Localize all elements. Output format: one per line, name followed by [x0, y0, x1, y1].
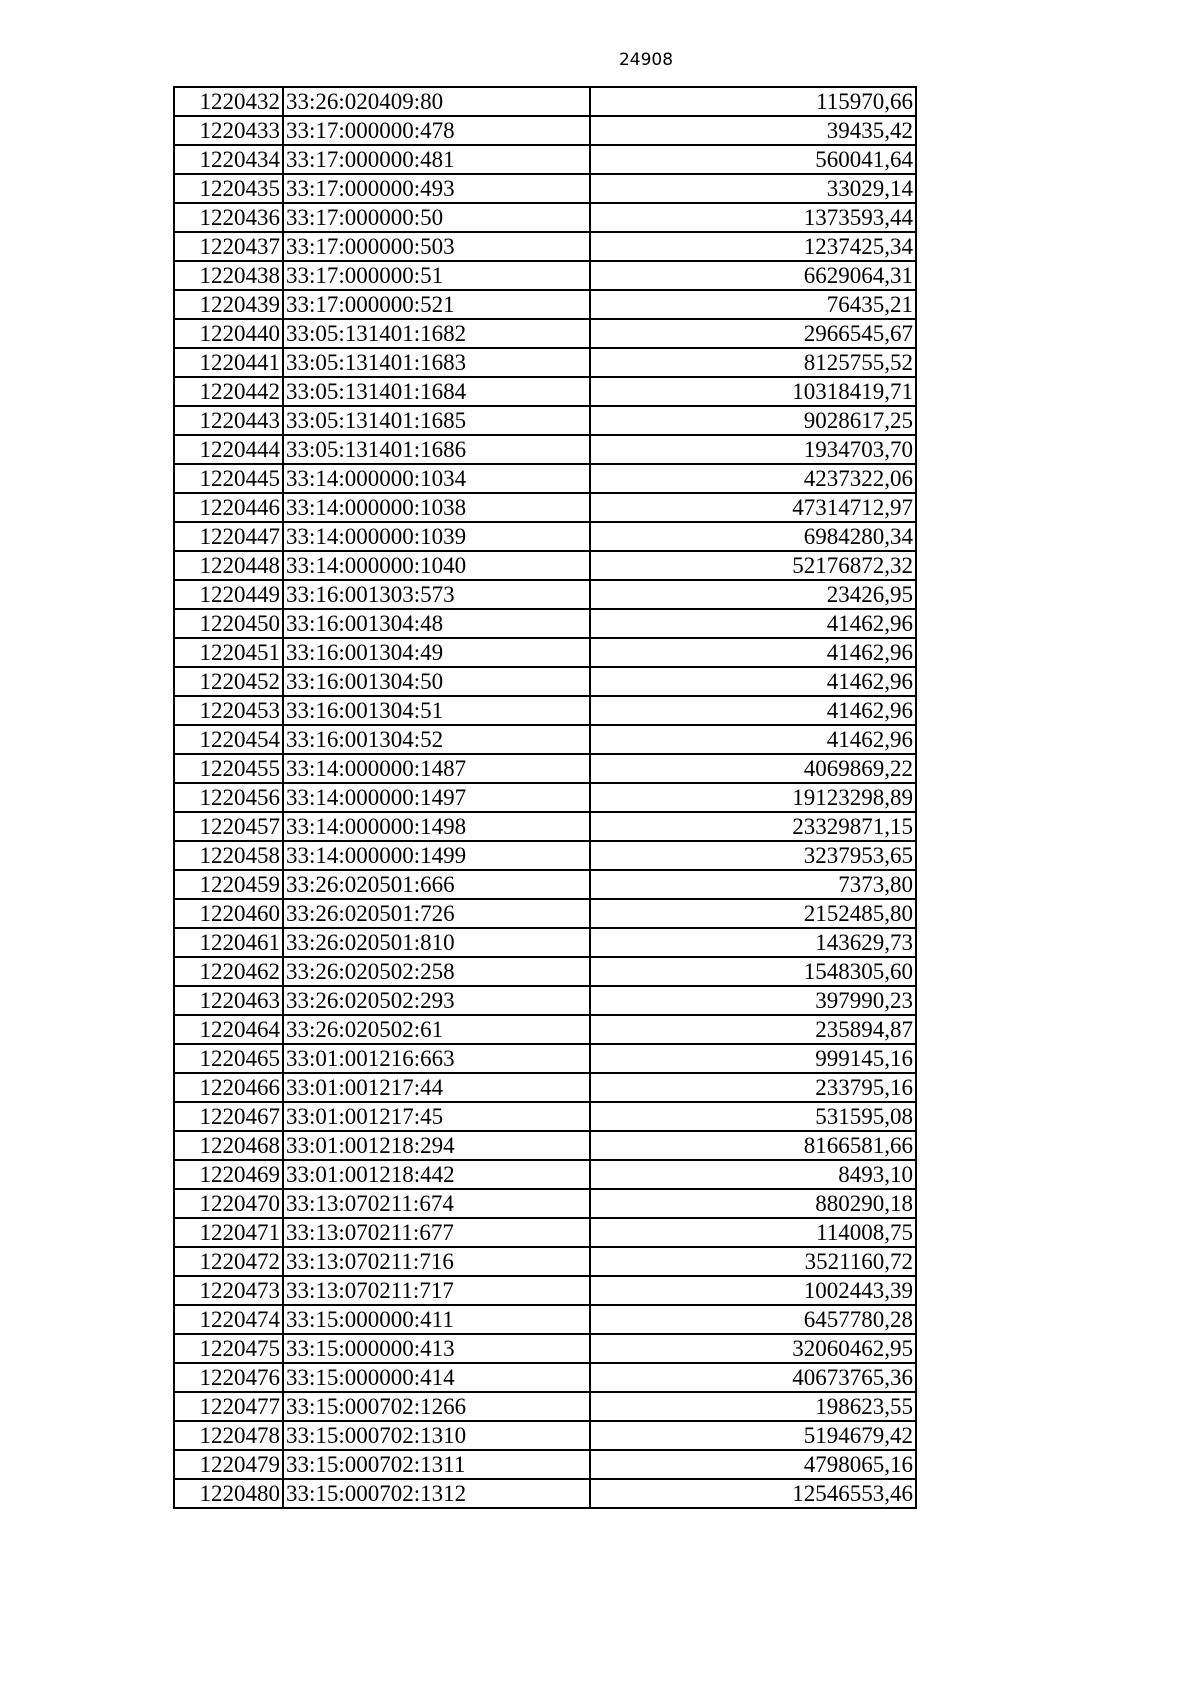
- row-id-cell: 1220452: [174, 667, 283, 696]
- row-id-cell: 1220470: [174, 1189, 283, 1218]
- value-cell: 52176872,32: [590, 551, 916, 580]
- table-row: [174, 1479, 916, 1508]
- value-cell: 12546553,46: [590, 1479, 916, 1508]
- row-id-cell: 1220449: [174, 580, 283, 609]
- row-id-cell: 1220443: [174, 406, 283, 435]
- cadastral-number-cell: 33:17:000000:493: [283, 174, 590, 203]
- cadastral-number-cell: 33:14:000000:1497: [283, 783, 590, 812]
- row-id-cell: 1220448: [174, 551, 283, 580]
- table-row: [174, 986, 916, 1015]
- cadastral-number-cell: 33:14:000000:1487: [283, 754, 590, 783]
- cadastral-number-cell: 33:01:001217:44: [283, 1073, 590, 1102]
- row-id-cell: 1220475: [174, 1334, 283, 1363]
- row-id-cell: 1220460: [174, 899, 283, 928]
- row-id-cell: 1220442: [174, 377, 283, 406]
- row-id-cell: 1220463: [174, 986, 283, 1015]
- value-cell: 2152485,80: [590, 899, 916, 928]
- cadastral-number-cell: 33:15:000000:411: [283, 1305, 590, 1334]
- table-row: [174, 899, 916, 928]
- cadastral-number-cell: 33:01:001218:442: [283, 1160, 590, 1189]
- cadastral-number-cell: 33:01:001218:294: [283, 1131, 590, 1160]
- value-cell: 115970,66: [590, 87, 916, 116]
- cadastral-number-cell: 33:14:000000:1034: [283, 464, 590, 493]
- row-id-cell: 1220467: [174, 1102, 283, 1131]
- value-cell: 23426,95: [590, 580, 916, 609]
- value-cell: 6984280,34: [590, 522, 916, 551]
- value-cell: 880290,18: [590, 1189, 916, 1218]
- cadastral-number-cell: 33:05:131401:1686: [283, 435, 590, 464]
- row-id-cell: 1220468: [174, 1131, 283, 1160]
- cadastral-number-cell: 33:13:070211:674: [283, 1189, 590, 1218]
- table-row: [174, 1015, 916, 1044]
- table-row: [174, 580, 916, 609]
- row-id-cell: 1220473: [174, 1276, 283, 1305]
- table-row: [174, 290, 916, 319]
- table-row: [174, 377, 916, 406]
- value-cell: 39435,42: [590, 116, 916, 145]
- row-id-cell: 1220471: [174, 1218, 283, 1247]
- table-row: [174, 870, 916, 899]
- row-id-cell: 1220445: [174, 464, 283, 493]
- value-cell: 4237322,06: [590, 464, 916, 493]
- cadastral-number-cell: 33:16:001304:48: [283, 609, 590, 638]
- cadastral-number-cell: 33:01:001216:663: [283, 1044, 590, 1073]
- cadastral-number-cell: 33:17:000000:478: [283, 116, 590, 145]
- row-id-cell: 1220480: [174, 1479, 283, 1508]
- value-cell: 3237953,65: [590, 841, 916, 870]
- cadastral-number-cell: 33:26:020501:810: [283, 928, 590, 957]
- row-id-cell: 1220457: [174, 812, 283, 841]
- row-id-cell: 1220472: [174, 1247, 283, 1276]
- value-cell: 1934703,70: [590, 435, 916, 464]
- table-row: [174, 841, 916, 870]
- cadastral-number-cell: 33:15:000000:413: [283, 1334, 590, 1363]
- row-id-cell: 1220439: [174, 290, 283, 319]
- cadastral-number-cell: 33:17:000000:503: [283, 232, 590, 261]
- table-row: [174, 1044, 916, 1073]
- row-id-cell: 1220447: [174, 522, 283, 551]
- value-cell: 999145,16: [590, 1044, 916, 1073]
- value-cell: 3521160,72: [590, 1247, 916, 1276]
- cadastral-number-cell: 33:26:020501:726: [283, 899, 590, 928]
- table-row: [174, 319, 916, 348]
- value-cell: 143629,73: [590, 928, 916, 957]
- table-row: [174, 348, 916, 377]
- table-row: [174, 1189, 916, 1218]
- value-cell: 560041,64: [590, 145, 916, 174]
- cadastral-number-cell: 33:15:000000:414: [283, 1363, 590, 1392]
- table-row: [174, 1160, 916, 1189]
- cadastral-number-cell: 33:14:000000:1499: [283, 841, 590, 870]
- cadastral-number-cell: 33:26:020501:666: [283, 870, 590, 899]
- table-row: [174, 1218, 916, 1247]
- cadastral-number-cell: 33:05:131401:1682: [283, 319, 590, 348]
- table-row: [174, 1247, 916, 1276]
- value-cell: 4069869,22: [590, 754, 916, 783]
- row-id-cell: 1220453: [174, 696, 283, 725]
- table-row: [174, 406, 916, 435]
- value-cell: 1237425,34: [590, 232, 916, 261]
- row-id-cell: 1220474: [174, 1305, 283, 1334]
- row-id-cell: 1220464: [174, 1015, 283, 1044]
- table-row: [174, 493, 916, 522]
- row-id-cell: 1220436: [174, 203, 283, 232]
- value-cell: 23329871,15: [590, 812, 916, 841]
- table-row: [174, 783, 916, 812]
- row-id-cell: 1220458: [174, 841, 283, 870]
- table-row: [174, 116, 916, 145]
- cadastral-number-cell: 33:01:001217:45: [283, 1102, 590, 1131]
- row-id-cell: 1220462: [174, 957, 283, 986]
- cadastral-number-cell: 33:26:020409:80: [283, 87, 590, 116]
- value-cell: 19123298,89: [590, 783, 916, 812]
- row-id-cell: 1220440: [174, 319, 283, 348]
- value-cell: 2966545,67: [590, 319, 916, 348]
- cadastral-number-cell: 33:17:000000:521: [283, 290, 590, 319]
- table-row: [174, 1131, 916, 1160]
- table-row: [174, 609, 916, 638]
- value-cell: 8493,10: [590, 1160, 916, 1189]
- row-id-cell: 1220437: [174, 232, 283, 261]
- row-id-cell: 1220454: [174, 725, 283, 754]
- row-id-cell: 1220446: [174, 493, 283, 522]
- table-row: [174, 1073, 916, 1102]
- value-cell: 6629064,31: [590, 261, 916, 290]
- table-row: [174, 87, 916, 116]
- table-row: [174, 1334, 916, 1363]
- cadastral-number-cell: 33:15:000702:1266: [283, 1392, 590, 1421]
- row-id-cell: 1220479: [174, 1450, 283, 1479]
- table-row: [174, 232, 916, 261]
- page-number: 24908: [618, 50, 674, 70]
- value-cell: 41462,96: [590, 725, 916, 754]
- value-cell: 41462,96: [590, 609, 916, 638]
- value-cell: 1548305,60: [590, 957, 916, 986]
- value-cell: 41462,96: [590, 696, 916, 725]
- cadastral-number-cell: 33:05:131401:1684: [283, 377, 590, 406]
- value-cell: 235894,87: [590, 1015, 916, 1044]
- table-row: [174, 1392, 916, 1421]
- table-row: [174, 174, 916, 203]
- value-cell: 397990,23: [590, 986, 916, 1015]
- row-id-cell: 1220456: [174, 783, 283, 812]
- value-cell: 6457780,28: [590, 1305, 916, 1334]
- row-id-cell: 1220476: [174, 1363, 283, 1392]
- cadastral-number-cell: 33:05:131401:1683: [283, 348, 590, 377]
- cadastral-number-cell: 33:16:001304:50: [283, 667, 590, 696]
- table-row: [174, 203, 916, 232]
- row-id-cell: 1220477: [174, 1392, 283, 1421]
- value-cell: 1373593,44: [590, 203, 916, 232]
- row-id-cell: 1220444: [174, 435, 283, 464]
- cadastral-number-cell: 33:14:000000:1039: [283, 522, 590, 551]
- row-id-cell: 1220469: [174, 1160, 283, 1189]
- row-id-cell: 1220441: [174, 348, 283, 377]
- cadastral-number-cell: 33:26:020502:293: [283, 986, 590, 1015]
- value-cell: 233795,16: [590, 1073, 916, 1102]
- table-row: [174, 1305, 916, 1334]
- row-id-cell: 1220461: [174, 928, 283, 957]
- row-id-cell: 1220478: [174, 1421, 283, 1450]
- table-row: [174, 145, 916, 174]
- value-cell: 114008,75: [590, 1218, 916, 1247]
- table-row: [174, 435, 916, 464]
- cadastral-number-cell: 33:15:000702:1310: [283, 1421, 590, 1450]
- table-row: [174, 1450, 916, 1479]
- cadastral-number-cell: 33:14:000000:1038: [283, 493, 590, 522]
- value-cell: 33029,14: [590, 174, 916, 203]
- row-id-cell: 1220465: [174, 1044, 283, 1073]
- cadastral-table: [173, 86, 917, 1509]
- table-row: [174, 638, 916, 667]
- cadastral-number-cell: 33:26:020502:258: [283, 957, 590, 986]
- table-row: [174, 754, 916, 783]
- row-id-cell: 1220451: [174, 638, 283, 667]
- cadastral-number-cell: 33:13:070211:716: [283, 1247, 590, 1276]
- cadastral-number-cell: 33:13:070211:677: [283, 1218, 590, 1247]
- value-cell: 4798065,16: [590, 1450, 916, 1479]
- table-body: [174, 87, 916, 1508]
- value-cell: 8125755,52: [590, 348, 916, 377]
- value-cell: 5194679,42: [590, 1421, 916, 1450]
- cadastral-number-cell: 33:16:001304:51: [283, 696, 590, 725]
- value-cell: 1002443,39: [590, 1276, 916, 1305]
- value-cell: 40673765,36: [590, 1363, 916, 1392]
- table-row: [174, 957, 916, 986]
- table-row: [174, 1276, 916, 1305]
- table-row: [174, 522, 916, 551]
- row-id-cell: 1220434: [174, 145, 283, 174]
- table-row: [174, 725, 916, 754]
- table-row: [174, 464, 916, 493]
- cadastral-number-cell: 33:17:000000:481: [283, 145, 590, 174]
- value-cell: 8166581,66: [590, 1131, 916, 1160]
- cadastral-number-cell: 33:05:131401:1685: [283, 406, 590, 435]
- row-id-cell: 1220455: [174, 754, 283, 783]
- cadastral-number-cell: 33:15:000702:1312: [283, 1479, 590, 1508]
- row-id-cell: 1220432: [174, 87, 283, 116]
- table-row: [174, 812, 916, 841]
- table-row: [174, 696, 916, 725]
- row-id-cell: 1220433: [174, 116, 283, 145]
- row-id-cell: 1220459: [174, 870, 283, 899]
- cadastral-number-cell: 33:13:070211:717: [283, 1276, 590, 1305]
- value-cell: 531595,08: [590, 1102, 916, 1131]
- table-row: [174, 551, 916, 580]
- table-row: [174, 928, 916, 957]
- row-id-cell: 1220450: [174, 609, 283, 638]
- row-id-cell: 1220435: [174, 174, 283, 203]
- cadastral-number-cell: 33:26:020502:61: [283, 1015, 590, 1044]
- table-row: [174, 1421, 916, 1450]
- value-cell: 76435,21: [590, 290, 916, 319]
- cadastral-number-cell: 33:14:000000:1498: [283, 812, 590, 841]
- value-cell: 198623,55: [590, 1392, 916, 1421]
- value-cell: 32060462,95: [590, 1334, 916, 1363]
- table-row: [174, 667, 916, 696]
- row-id-cell: 1220438: [174, 261, 283, 290]
- cadastral-number-cell: 33:17:000000:51: [283, 261, 590, 290]
- row-id-cell: 1220466: [174, 1073, 283, 1102]
- value-cell: 41462,96: [590, 638, 916, 667]
- cadastral-number-cell: 33:16:001304:52: [283, 725, 590, 754]
- cadastral-number-cell: 33:16:001303:573: [283, 580, 590, 609]
- cadastral-number-cell: 33:14:000000:1040: [283, 551, 590, 580]
- cadastral-number-cell: 33:17:000000:50: [283, 203, 590, 232]
- cadastral-number-cell: 33:15:000702:1311: [283, 1450, 590, 1479]
- table-row: [174, 1363, 916, 1392]
- value-cell: 47314712,97: [590, 493, 916, 522]
- value-cell: 9028617,25: [590, 406, 916, 435]
- value-cell: 41462,96: [590, 667, 916, 696]
- cadastral-number-cell: 33:16:001304:49: [283, 638, 590, 667]
- value-cell: 10318419,71: [590, 377, 916, 406]
- table-row: [174, 1102, 916, 1131]
- table-row: [174, 261, 916, 290]
- value-cell: 7373,80: [590, 870, 916, 899]
